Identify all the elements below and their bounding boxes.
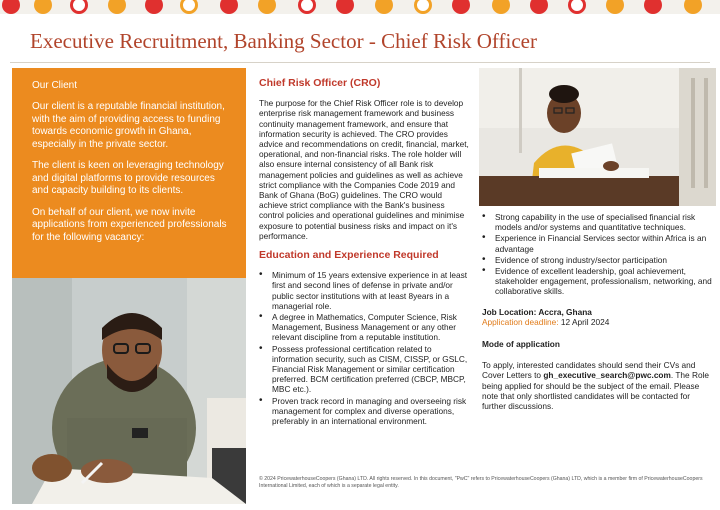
education-heading: Education and Experience Required xyxy=(259,249,439,262)
copyright-footer: © 2024 PricewaterhouseCoopers (Ghana) LTD. All rights reserved. In this document, "PwC" refers to PricewaterhouseCoopers (Ghana) LTD, which is a member firm of PricewaterhouseCoopers International Limited, each of which is a separate legal entity. xyxy=(259,476,703,489)
role-purpose-text: The purpose for the Chief Risk Officer role is to develop enterprise risk management framework and business continuity management framework, and ensure that information security is achieved. The CRO provides advice and recommendations on credit, financial, market, operational, and non-financial risks. The role holder will also ensure internal consistency of all Bank risk management policies and guidelines as well as achieve strict compliance with the Companies Code 2019 and Bank of Ghana (BoG) guidelines. The CRO would achieve strict compliance with the Bank's business control policies and operational guidelines and minimise exposure to potential business risks and impact on it's performance. xyxy=(259,98,469,241)
apply-email-link[interactable]: gh_executive_search@pwc.com xyxy=(543,370,671,381)
requirements-column xyxy=(482,212,712,411)
list-item: • A degree in Mathematics, Computer Science, Risk Management, Business Management or any other relevant discipline from a reputable institution. xyxy=(259,312,471,343)
client-heading: Our Client xyxy=(32,80,78,91)
man-writing-illustration xyxy=(12,278,246,504)
decor-dot xyxy=(180,0,198,14)
list-item: • Possess professional certification related to information security, such as CISM, CISSP, or GSLC, Financial Risk Management or similar certification preferred. BCM certification preferred (CBCP, MBCP, MBC etc.). xyxy=(259,344,471,395)
decor-dot xyxy=(108,0,126,14)
job-location: Job Location: Accra, Ghana xyxy=(482,306,592,317)
client-paragraph: The client is keen on leveraging technology and digital platforms to provide resources and capacity building to its clients. xyxy=(32,160,224,196)
decor-dot xyxy=(34,0,52,14)
client-paragraph: Our client is a reputable financial institution, with the aim of providing access to funding towards economic growth in Ghana, especially in the private sector. xyxy=(32,101,225,150)
list-item: • Minimum of 15 years extensive experience in at least first and second lines of defense in private and/or public sector institutions with at least 8years in a managerial role. xyxy=(259,270,471,311)
skills-list xyxy=(482,212,712,297)
list-item: • Proven track record in managing and overseeing risk management for complex and diverse operations, preferably in an international environment. xyxy=(259,396,471,427)
decor-dot xyxy=(336,0,354,14)
list-item: • Evidence of strong industry/sector participation xyxy=(482,255,712,265)
list-item: • Evidence of excellent leadership, goal achievement, stakeholder engagement, professionalism, networking, and collaborative skills. xyxy=(482,266,712,297)
mode-of-application-heading: Mode of application xyxy=(482,339,560,350)
list-item: • Experience in Financial Services sector within Africa is an advantage xyxy=(482,233,712,253)
decor-dot xyxy=(684,0,702,14)
decor-dot xyxy=(492,0,510,14)
deadline-label: Application deadline: xyxy=(482,316,559,327)
decor-dot xyxy=(2,0,20,14)
application-deadline xyxy=(482,317,712,327)
decor-dot xyxy=(298,0,316,14)
decor-dot xyxy=(220,0,238,14)
decor-dot xyxy=(414,0,432,14)
application-instructions xyxy=(482,360,712,411)
man-writing-photo xyxy=(12,278,246,504)
decor-dot xyxy=(530,0,548,14)
role-heading: Chief Risk Officer (CRO) xyxy=(259,77,381,89)
apply-text: To apply, interested candidates should send their CVs and Cover Letters to xyxy=(482,360,696,381)
decor-dot xyxy=(375,0,393,14)
woman-working-illustration xyxy=(479,68,716,206)
decor-dot xyxy=(568,0,586,14)
page-title: Executive Recruitment, Banking Sector - Chief Risk Officer xyxy=(30,29,537,53)
deadline-value: 12 April 2024 xyxy=(558,316,610,327)
decor-dot xyxy=(644,0,662,14)
apply-text: . The Role being applied for should be the subject of the email. Please note that only shortlisted candidates will be contacted for further discussions. xyxy=(482,370,710,412)
list-item: • Strong capability in the use of specialised financial risk models and/or systems and quantitative techniques. xyxy=(482,212,712,232)
woman-working-photo xyxy=(479,68,716,206)
client-paragraph: On behalf of our client, we now invite applications from experienced professionals for the following vacancy: xyxy=(32,206,227,243)
top-decorative-strip xyxy=(0,0,720,14)
role-description-column xyxy=(259,78,471,427)
decor-dot xyxy=(70,0,88,14)
decor-dot xyxy=(606,0,624,14)
decor-dot xyxy=(145,0,163,14)
decor-dot xyxy=(258,0,276,14)
client-panel xyxy=(12,68,246,278)
title-divider xyxy=(10,62,710,63)
decor-dot xyxy=(452,0,470,14)
education-list xyxy=(259,270,471,426)
